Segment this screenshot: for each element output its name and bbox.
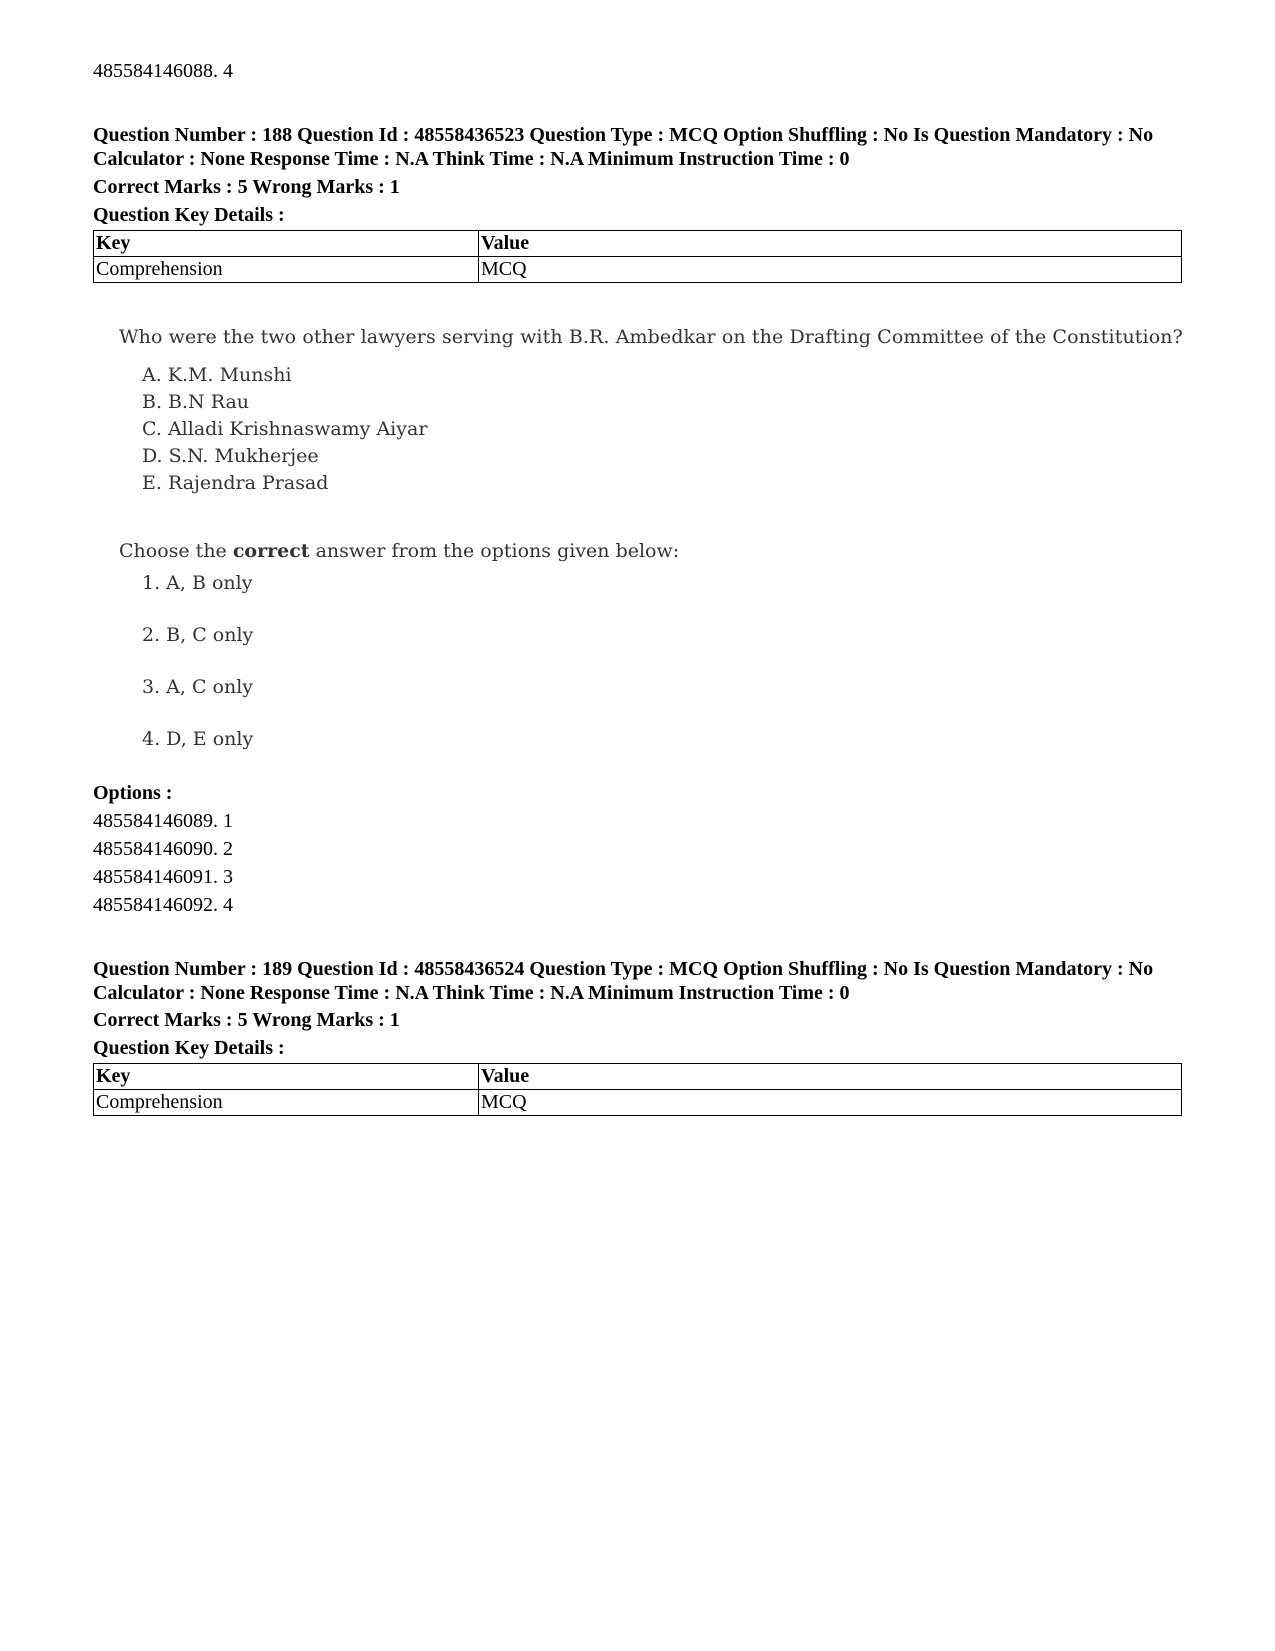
table-row: [94, 1090, 1182, 1116]
option-line: 485584146091. 3: [93, 866, 233, 888]
table-row: [94, 257, 1182, 283]
question-188-header: Question Number : 188 Question Id : 48558436523 Question Type : MCQ Option Shuffling : No Is Question Mandatory : No Calculator : None Response Time : N.A Think Time : N.A Minimum Instruction Time : 0: [93, 124, 1154, 170]
question-189-marks: Correct Marks : 5 Wrong Marks : 1: [93, 1009, 400, 1031]
statement-a: A. K.M. Munshi: [142, 364, 292, 386]
table-header-row: [94, 1064, 1182, 1090]
key-header-cell: Key: [94, 1064, 479, 1090]
question-189-header: Question Number : 189 Question Id : 48558436524 Question Type : MCQ Option Shuffling : No Is Question Mandatory : No Calculator : None Response Time : N.A Think Time : N.A Minimum Instruction Time : 0: [93, 958, 1154, 1004]
statement-e: E. Rajendra Prasad: [142, 472, 329, 494]
statement-b: B. B.N Rau: [142, 391, 250, 413]
statement-c: C. Alladi Krishnaswamy Aiyar: [142, 418, 428, 440]
answer-instruction: [119, 540, 679, 562]
previous-option-line: 485584146088. 4: [93, 60, 233, 82]
instruction-prefix: Choose the: [119, 540, 233, 562]
value-header-cell: Value: [479, 1064, 1182, 1090]
choice-1: 1. A, B only: [142, 572, 253, 594]
instruction-bold: correct: [232, 540, 310, 562]
question-188-key-details-label: Question Key Details :: [93, 204, 285, 226]
key-cell: Comprehension: [94, 257, 479, 283]
question-189-key-table: [93, 1063, 1182, 1116]
question-188-image: [93, 318, 1182, 796]
statement-d: D. S.N. Mukherjee: [142, 445, 319, 467]
choice-4: 4. D, E only: [142, 728, 254, 750]
option-line: 485584146092. 4: [93, 894, 233, 916]
choice-2: 2. B, C only: [142, 624, 254, 646]
key-header-cell: Key: [94, 231, 479, 257]
option-line: 485584146089. 1: [93, 810, 233, 832]
value-cell: MCQ: [479, 257, 1182, 283]
table-header-row: [94, 231, 1182, 257]
question-stem: Who were the two other lawyers serving with B.R. Ambedkar on the Drafting Committee of the Constitution?: [119, 326, 1183, 348]
value-header-cell: Value: [479, 231, 1182, 257]
question-188-marks: Correct Marks : 5 Wrong Marks : 1: [93, 176, 400, 198]
option-line: 485584146090. 2: [93, 838, 233, 860]
question-189-key-details-label: Question Key Details :: [93, 1037, 285, 1059]
key-cell: Comprehension: [94, 1090, 479, 1116]
options-label: Options :: [93, 782, 173, 804]
value-cell: MCQ: [479, 1090, 1182, 1116]
instruction-suffix: answer from the options given below:: [309, 540, 680, 562]
choice-3: 3. A, C only: [142, 676, 254, 698]
question-188-key-table: [93, 230, 1182, 283]
